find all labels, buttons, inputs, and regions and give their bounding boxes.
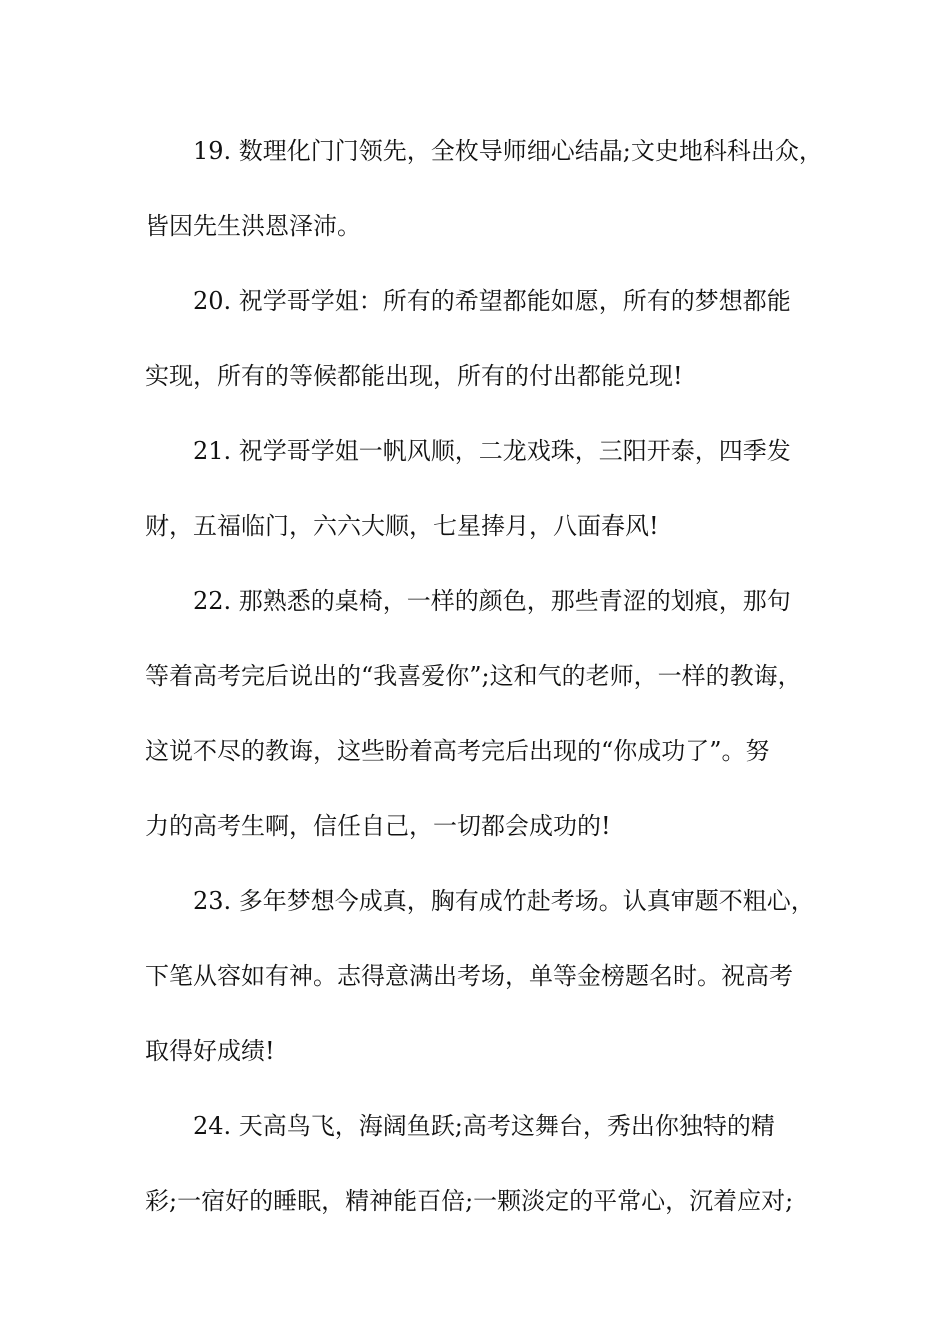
paragraph-24-line-2: 彩;一宿好的睡眠，精神能百倍;一颗淡定的平常心，沉着应对; [145, 1187, 794, 1215]
paragraph-21-line-2: 财，五福临门，六六大顺，七星捧月，八面春风! [145, 512, 659, 540]
paragraph-21-line-1: 21. 祝学哥学姐一帆风顺，二龙戏珠，三阳开泰，四季发 [193, 437, 791, 465]
paragraph-19-line-2: 皆因先生洪恩泽沛。 [145, 212, 361, 240]
paragraph-22-line-1: 22. 那熟悉的桌椅，一样的颜色，那些青涩的划痕，那句 [193, 587, 791, 615]
paragraph-22-line-4: 力的高考生啊，信任自己，一切都会成功的! [145, 812, 611, 840]
paragraph-20-line-2: 实现，所有的等候都能出现，所有的付出都能兑现! [145, 362, 683, 390]
paragraph-23-line-3: 取得好成绩! [145, 1037, 275, 1065]
paragraph-19-line-1: 19. 数理化门门领先，全枚导师细心结晶;文史地科科出众， [193, 137, 823, 165]
paragraph-22-line-3: 这说不尽的教诲，这些盼着高考完后出现的“你成功了”。努 [145, 737, 770, 765]
paragraph-20-line-1: 20. 祝学哥学姐：所有的希望都能如愿，所有的梦想都能 [193, 287, 791, 315]
paragraph-22-line-2: 等着高考完后说出的“我喜爱你”;这和气的老师，一样的教诲， [145, 662, 802, 690]
paragraph-23-line-2: 下笔从容如有神。志得意满出考场，单等金榜题名时。祝高考 [145, 962, 793, 990]
paragraph-24-line-1: 24. 天高鸟飞，海阔鱼跃;高考这舞台，秀出你独特的精 [193, 1112, 775, 1140]
paragraph-23-line-1: 23. 多年梦想今成真，胸有成竹赴考场。认真审题不粗心， [193, 887, 815, 915]
